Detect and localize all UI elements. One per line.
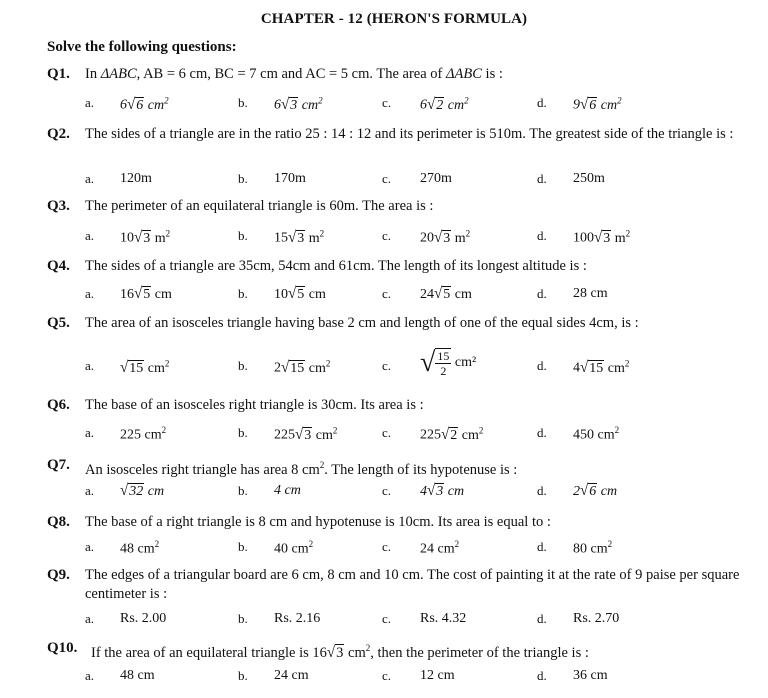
option-letter: b.	[238, 286, 248, 301]
option-value: 225√3 $cm^2$	[274, 425, 338, 444]
question-text: The sides of a triangle are in the ratio 25 : 14 : 12 and its perimeter is 510m. The greatest side of the triangle is :	[85, 126, 734, 142]
question-1	[47, 65, 752, 84]
option-value: 225 $cm^2$	[120, 425, 167, 443]
option-letter: d.	[537, 611, 547, 626]
question-number: Q9.	[47, 567, 70, 583]
option-value: 100√3 $m^2$	[573, 228, 631, 247]
option-value: √ $\frac{15}{2}$ cm²	[420, 347, 477, 378]
option-letter: b.	[238, 611, 248, 626]
option-letter: d.	[537, 358, 547, 373]
question-number: Q10.	[47, 640, 78, 656]
question-9	[47, 566, 752, 604]
option-value: 10√5 cm	[274, 285, 326, 303]
option-letter: c.	[382, 286, 392, 301]
option-letter: a.	[85, 358, 95, 373]
question-text: The perimeter of an equilateral triangle is 60m. The area is :	[85, 198, 434, 214]
option-row	[0, 347, 768, 378]
option-letter: b.	[238, 171, 248, 186]
option-value: 24 $cm^2$	[420, 539, 460, 557]
question-text: The base of a right triangle is 8 cm and hypotenuse is 10cm. Its area is equal to :	[85, 514, 551, 530]
question-5	[47, 314, 752, 333]
question-number: Q2.	[47, 126, 70, 142]
option-value: 6√6 $cm^2$	[120, 95, 169, 114]
option-letter: d.	[537, 95, 547, 110]
option-value: 80 $cm^2$	[573, 539, 613, 557]
question-3	[47, 197, 752, 216]
option-letter: a.	[85, 539, 95, 554]
option-value: 24 cm	[274, 668, 309, 683]
option-value: Rs. 2.70	[573, 611, 620, 626]
question-number: Q7.	[47, 457, 70, 473]
option-value: 225√2 $cm^2$	[420, 425, 484, 444]
option-value: 120m	[120, 171, 152, 186]
option-letter: b.	[238, 95, 248, 110]
option-value: √15 $cm^2$	[120, 358, 170, 377]
option-letter: d.	[537, 171, 547, 186]
option-value: 4√3 cm	[420, 482, 465, 500]
option-value: 12 cm	[420, 668, 455, 683]
option-row	[0, 228, 768, 250]
question-text: An isosceles right triangle has area 8 $cm^2$. The length of its hypotenuse is :	[85, 460, 518, 478]
option-letter: c.	[382, 425, 392, 440]
option-value: 170m	[274, 171, 306, 186]
question-text: The edges of a triangular board are 6 cm, 8 cm and 10 cm. The cost of painting it at the rate of 9 paise per square centimeter is :	[85, 567, 740, 602]
option-letter: b.	[238, 228, 248, 243]
option-row	[0, 483, 768, 505]
option-letter: a.	[85, 425, 95, 440]
option-value: 10√3 $m^2$	[120, 228, 171, 247]
option-letter: b.	[238, 539, 248, 554]
question-10	[47, 639, 752, 663]
option-value: 20√3 $m^2$	[420, 228, 471, 247]
chapter-title: CHAPTER - 12 (HERON'S FORMULA)	[260, 11, 528, 27]
option-letter: a.	[85, 228, 95, 243]
question-text: In ΔABC, AB = 6 cm, BC = 7 cm and AC = 5 cm. The area of ΔABC is :	[85, 66, 503, 82]
option-letter: d.	[537, 539, 547, 554]
option-letter: d.	[537, 483, 547, 498]
option-value: 250m	[573, 171, 605, 186]
question-number: Q5.	[47, 315, 70, 331]
option-letter: b.	[238, 425, 248, 440]
option-value: 450 $cm^2$	[573, 425, 620, 443]
option-value: 2√6 cm	[573, 482, 618, 500]
option-letter: c.	[382, 668, 392, 683]
option-letter: b.	[238, 668, 248, 683]
question-number: Q6.	[47, 397, 70, 413]
option-row	[0, 286, 768, 308]
option-letter: a.	[85, 611, 95, 626]
question-2	[47, 125, 752, 144]
question-4	[47, 257, 752, 276]
option-letter: c.	[382, 539, 392, 554]
option-letter: d.	[537, 668, 547, 683]
option-value: 48 $cm^2$	[120, 539, 160, 557]
question-text: The base of an isosceles right triangle is 30cm. Its area is :	[85, 397, 424, 413]
option-value: 9√6 $cm^2$	[573, 95, 622, 114]
option-letter: d.	[537, 286, 547, 301]
question-6	[47, 396, 752, 415]
question-text: If the area of an equilateral triangle is 16√3 $cm^2$, then the perimeter of the triangle is :	[91, 643, 589, 662]
option-value: Rs. 4.32	[420, 611, 467, 626]
question-number: Q4.	[47, 258, 70, 274]
option-letter: c.	[382, 95, 392, 110]
option-value: Rs. 2.00	[120, 611, 167, 626]
question-number: Q3.	[47, 198, 70, 214]
option-value: 15√3 $m^2$	[274, 228, 325, 247]
option-letter: c.	[382, 171, 392, 186]
option-letter: a.	[85, 95, 95, 110]
option-value: 16√5 cm	[120, 285, 172, 303]
question-8	[47, 513, 752, 532]
option-letter: c.	[382, 483, 392, 498]
option-letter: c.	[382, 611, 392, 626]
question-7	[47, 456, 752, 480]
option-value: 4√15 $cm^2$	[573, 358, 630, 377]
option-value: 36 cm	[573, 668, 608, 683]
option-value: 2√15 $cm^2$	[274, 358, 331, 377]
option-value: 6√3 $cm^2$	[274, 95, 323, 114]
option-row	[0, 611, 768, 633]
option-letter: d.	[537, 228, 547, 243]
option-row	[0, 668, 768, 690]
question-number: Q8.	[47, 514, 70, 530]
option-value: 24√5 cm	[420, 285, 472, 303]
option-letter: d.	[537, 425, 547, 440]
option-letter: a.	[85, 286, 95, 301]
option-letter: a.	[85, 483, 95, 498]
option-value: 4 cm	[274, 483, 301, 498]
question-number: Q1.	[47, 66, 70, 82]
option-letter: a.	[85, 171, 95, 186]
option-row	[0, 171, 768, 193]
option-value: √32 cm	[120, 482, 165, 500]
option-row	[0, 539, 768, 561]
instruction-heading: Solve the following questions:	[47, 39, 237, 55]
question-text: The area of an isosceles triangle having base 2 cm and length of one of the equal sides 4cm, is :	[85, 315, 639, 331]
option-value: 48 cm	[120, 668, 155, 683]
option-letter: b.	[238, 483, 248, 498]
option-letter: c.	[382, 228, 392, 243]
option-value: 40 $cm^2$	[274, 539, 314, 557]
option-value: 6√2 $cm^2$	[420, 95, 469, 114]
option-row	[0, 95, 768, 117]
option-value: 28 cm	[573, 286, 608, 301]
option-letter: a.	[85, 668, 95, 683]
option-row	[0, 425, 768, 447]
option-value: Rs. 2.16	[274, 611, 321, 626]
option-letter: c.	[382, 358, 392, 373]
option-letter: b.	[238, 358, 248, 373]
option-value: 270m	[420, 171, 452, 186]
question-text: The sides of a triangle are 35cm, 54cm and 61cm. The length of its longest altitude is :	[85, 258, 587, 274]
